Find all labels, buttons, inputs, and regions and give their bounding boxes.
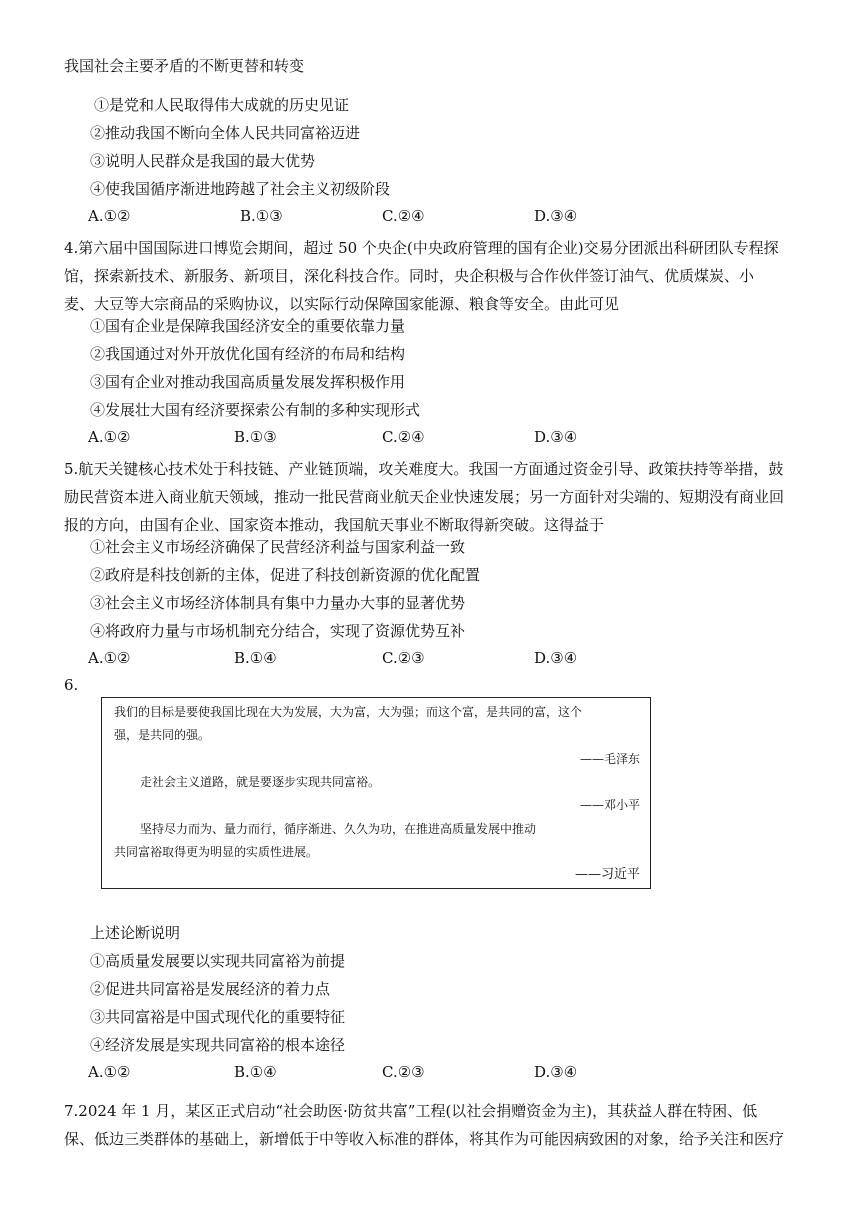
q6-option-3: ③共同富裕是中国式现代化的重要特征	[90, 1008, 346, 1026]
q6-option-1: ①高质量发展要以实现共同富裕为前提	[90, 952, 346, 970]
q5-option-1: ①社会主义市场经济确保了民营经济利益与国家利益一致	[90, 538, 466, 556]
q6-quote2-source: ——邓小平	[579, 798, 640, 812]
q7-stem-line-2: 保、低边三类群体的基础上，新增低于中等收入标准的群体，将其作为可能因病致困的对象，给予关注和医疗	[64, 1130, 785, 1148]
q4-option-1: ①国有企业是保障我国经济安全的重要依靠力量	[90, 317, 406, 335]
q4-option-2: ②我国通过对外开放优化国有经济的布局和结构	[90, 345, 406, 363]
q4-choice-b: B.①③	[234, 428, 277, 446]
q5-option-3: ③社会主义市场经济体制具有集中力量办大事的显著优势	[90, 594, 466, 612]
q6-quote3-line1: 坚持尽力而为、量力而行，循序渐进、久久为功，在推进高质量发展中推动	[140, 822, 537, 836]
q4-stem	[64, 234, 798, 318]
q4-stem-line-3: 麦、大豆等大宗商品的采购协议，以实际行动保障国家能源、粮食等安全。由此可见	[64, 295, 620, 313]
q6-choice-b: B.①④	[234, 1063, 277, 1081]
q6-stem: 上述论断说明	[90, 924, 181, 942]
q5-choice-c: C.②③	[382, 649, 425, 667]
q6-quote2: 走社会主义道路，就是要逐步实现共同富裕。	[140, 775, 381, 789]
q3-choices	[88, 206, 648, 226]
q5-choice-d: D.③④	[534, 649, 578, 667]
q5-choice-a: A.①②	[88, 649, 131, 667]
q6-number: 6.	[64, 676, 79, 694]
q5-stem	[64, 455, 798, 539]
q6-choices	[88, 1062, 648, 1082]
q4-choice-c: C.②④	[382, 428, 425, 446]
q3-option-4: ④使我国循序渐进地跨越了社会主义初级阶段	[90, 180, 391, 198]
q5-choices	[88, 648, 648, 668]
q6-quote3-source: ——习近平	[574, 867, 640, 882]
q6-quote1-source: ——毛泽东	[579, 752, 640, 766]
q4-choices	[88, 427, 648, 447]
q3-stem-tail: 我国社会主要矛盾的不断更替和转变	[64, 57, 305, 75]
q5-choice-b: B.①④	[234, 649, 277, 667]
q3-choice-b: B.①③	[240, 207, 283, 225]
q6-option-4: ④经济发展是实现共同富裕的根本途径	[90, 1036, 346, 1054]
q6-choice-d: D.③④	[534, 1063, 578, 1081]
q4-stem-line-1: 4.第六届中国国际进口博览会期间，超过 50 个央企(中央政府管理的国有企业)交易分团派出科研团队专程探	[64, 239, 779, 257]
q6-quote1-line2: 强，是共同的强。	[114, 728, 211, 742]
q3-choice-c: C.②④	[382, 207, 425, 225]
q5-option-4: ④将政府力量与市场机制充分结合，实现了资源优势互补	[90, 622, 466, 640]
q3-option-3: ③说明人民群众是我国的最大优势	[90, 152, 316, 170]
q6-quote3-line2: 共同富裕取得更为明显的实质性进展。	[114, 845, 319, 859]
q6-option-2: ②促进共同富裕是发展经济的着力点	[90, 980, 331, 998]
q3-option-1: ①是党和人民取得伟大成就的历史见证	[94, 96, 350, 114]
q7-stem	[64, 1097, 798, 1153]
q5-option-2: ②政府是科技创新的主体，促进了科技创新资源的优化配置	[90, 566, 481, 584]
q4-choice-a: A.①②	[88, 428, 131, 446]
q5-stem-line-1: 5.航天关键核心技术处于科技链、产业链顶端，攻关难度大。我国一方面通过资金引导、政策扶持等举措，鼓	[64, 460, 784, 478]
q6-quote-box	[101, 697, 651, 889]
q4-option-3: ③国有企业对推动我国高质量发展发挥积极作用	[90, 373, 406, 391]
q5-stem-line-3: 报的方向，由国有企业、国家资本推动，我国航天事业不断取得新突破。这得益于	[64, 516, 605, 534]
q4-choice-d: D.③④	[534, 428, 578, 446]
q6-choice-a: A.①②	[88, 1063, 131, 1081]
q5-stem-line-2: 励民营资本进入商业航天领域，推动一批民营商业航天企业快速发展；另一方面针对尖端的、短期没有商业回	[64, 488, 785, 506]
q3-choice-a: A.①②	[88, 207, 131, 225]
q7-stem-line-1: 7.2024 年 1 月，某区正式启动“社会助医·防贫共富”工程(以社会捐赠资金为主)，其获益人群在特困、低	[64, 1102, 758, 1120]
q4-stem-line-2: 馆，探索新技术、新服务、新项目，深化科技合作。同时，央企积极与合作伙伴签订油气、优质煤炭、小	[64, 267, 755, 285]
q6-choice-c: C.②③	[382, 1063, 425, 1081]
q3-option-2: ②推动我国不断向全体人民共同富裕迈进	[90, 124, 361, 142]
q4-option-4: ④发展壮大国有经济要探索公有制的多种实现形式	[90, 401, 421, 419]
q6-quote1-line1: 我们的目标是要使我国比现在大为发展，大为富，大为强；而这个富，是共同的富，这个	[114, 705, 583, 719]
q3-choice-d: D.③④	[534, 207, 578, 225]
